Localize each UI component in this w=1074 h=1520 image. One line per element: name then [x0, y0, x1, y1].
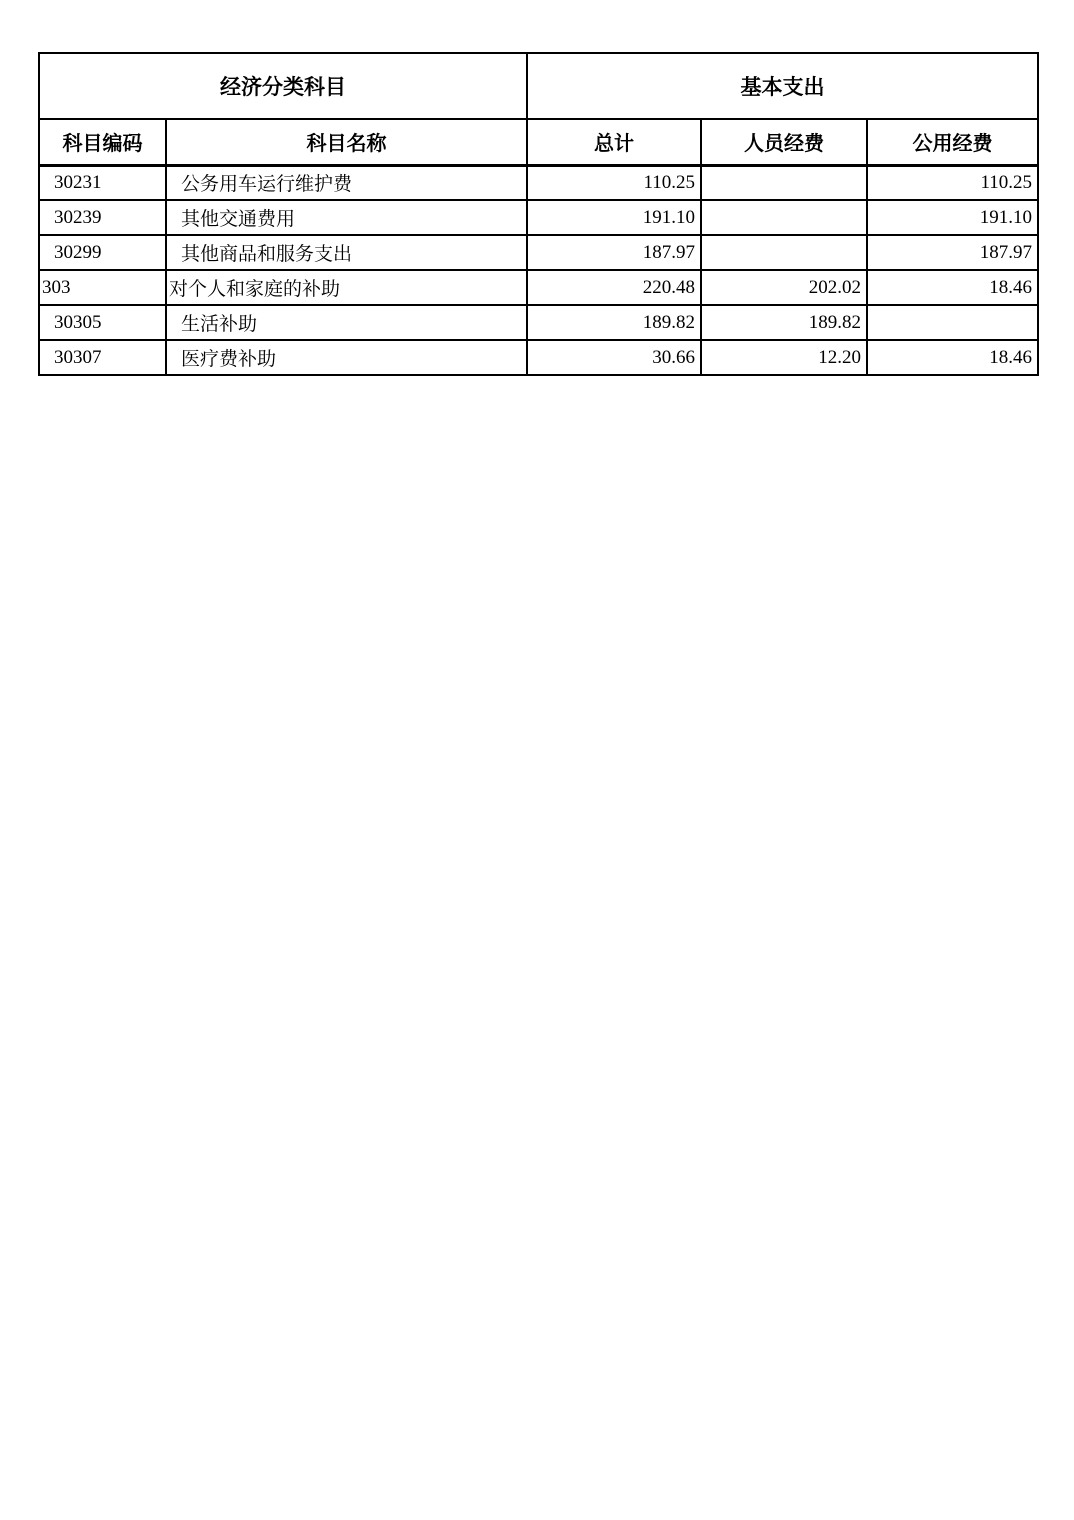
value-personnel: 202.02 — [701, 270, 867, 305]
subject-code: 30307 — [39, 340, 166, 375]
column-header-code: 科目编码 — [39, 119, 166, 165]
value-total: 220.48 — [527, 270, 701, 305]
table-row — [39, 270, 1038, 305]
table-row — [39, 305, 1038, 340]
column-header-name: 科目名称 — [166, 119, 527, 165]
subject-code: 30239 — [39, 200, 166, 235]
value-personnel — [701, 200, 867, 235]
value-total: 187.97 — [527, 235, 701, 270]
value-personnel: 189.82 — [701, 305, 867, 340]
value-public: 187.97 — [867, 235, 1038, 270]
value-public — [867, 305, 1038, 340]
column-header-public: 公用经费 — [867, 119, 1038, 165]
subject-code: 303 — [39, 270, 166, 305]
subject-name: 生活补助 — [166, 305, 527, 340]
subject-code: 30231 — [39, 165, 166, 200]
value-public: 191.10 — [867, 200, 1038, 235]
table-row — [39, 165, 1038, 200]
column-header-personnel: 人员经费 — [701, 119, 867, 165]
column-header-total: 总计 — [527, 119, 701, 165]
value-public: 18.46 — [867, 270, 1038, 305]
budget-expenditure-table — [38, 52, 1039, 376]
table-row — [39, 200, 1038, 235]
subject-name: 对个人和家庭的补助 — [166, 270, 527, 305]
value-total: 189.82 — [527, 305, 701, 340]
value-public: 18.46 — [867, 340, 1038, 375]
table-row — [39, 235, 1038, 270]
table-row — [39, 340, 1038, 375]
subject-name: 医疗费补助 — [166, 340, 527, 375]
value-personnel — [701, 165, 867, 200]
subject-code: 30299 — [39, 235, 166, 270]
column-header-row — [39, 119, 1038, 165]
subject-name: 其他交通费用 — [166, 200, 527, 235]
group-header-row — [39, 53, 1038, 119]
value-total: 30.66 — [527, 340, 701, 375]
header-basic-expenditure: 基本支出 — [527, 53, 1038, 119]
subject-name: 公务用车运行维护费 — [166, 165, 527, 200]
value-personnel: 12.20 — [701, 340, 867, 375]
value-total: 110.25 — [527, 165, 701, 200]
value-total: 191.10 — [527, 200, 701, 235]
subject-code: 30305 — [39, 305, 166, 340]
value-public: 110.25 — [867, 165, 1038, 200]
value-personnel — [701, 235, 867, 270]
header-economic-classification: 经济分类科目 — [39, 53, 527, 119]
subject-name: 其他商品和服务支出 — [166, 235, 527, 270]
